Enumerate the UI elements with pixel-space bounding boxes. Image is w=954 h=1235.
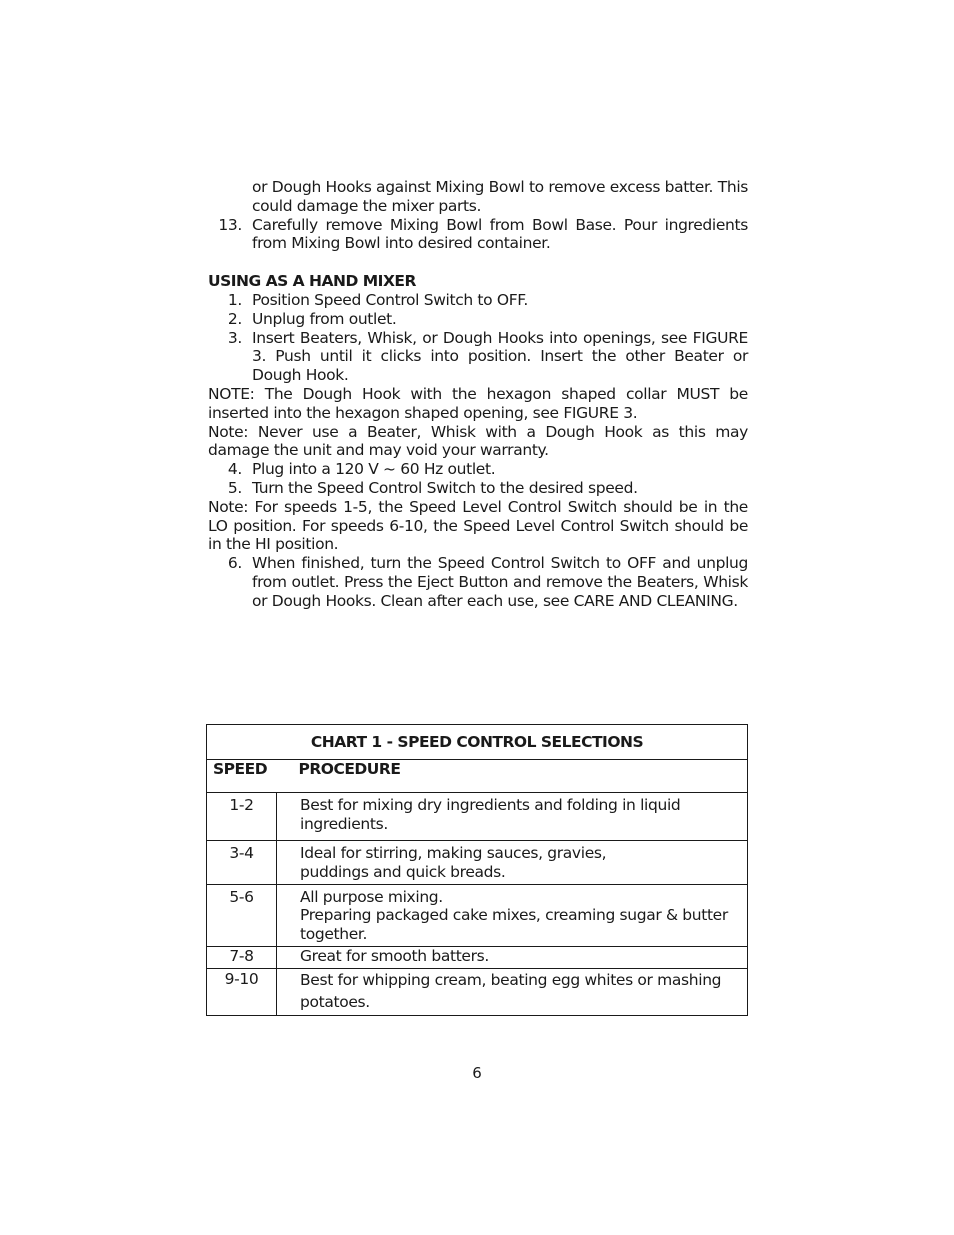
step-number: 3. <box>227 328 242 347</box>
step-text: Carefully remove Mixing Bowl from Bowl Base. Pour ingredients from Mixing Bowl into desired container. <box>252 215 748 253</box>
procedure-line: Ideal for stirring, making sauces, gravies, <box>300 844 607 862</box>
table-row <box>207 841 748 885</box>
step-text: When finished, turn the Speed Control Switch to OFF and unplug from outlet. Press the Eject Button and remove the Beaters, Whisk or Dough Hooks. Clean after each use, see CARE AND CLEANING. <box>252 554 748 610</box>
procedure-cell <box>277 793 748 841</box>
step-text: Turn the Speed Control Switch to the desired speed. <box>252 478 638 497</box>
procedure-line: Preparing packaged cake mixes, creaming sugar & butter <box>300 906 728 925</box>
procedure-cell <box>277 946 748 968</box>
column-header-procedure: PROCEDURE <box>277 760 748 793</box>
speed-cell <box>207 884 277 946</box>
speed-cell <box>207 946 277 968</box>
instructions-body <box>208 178 748 611</box>
hand-step-1 <box>208 291 748 310</box>
step-number: 13. <box>218 215 242 234</box>
note-hexagon-collar: NOTE: The Dough Hook with the hexagon shaped collar MUST be inserted into the hexagon shaped opening, see FIGURE 3. <box>208 384 748 422</box>
speed-value: 3-4 <box>229 844 254 862</box>
page-number: 6 <box>472 1064 482 1082</box>
procedure-line: ingredients. <box>300 814 388 833</box>
hand-step-2 <box>208 310 748 329</box>
table-header-row <box>207 760 748 793</box>
step-text: Position Speed Control Switch to OFF. <box>252 290 528 309</box>
procedure-line: All purpose mixing. <box>300 887 443 906</box>
speed-control-table <box>206 724 748 1016</box>
table-row <box>207 968 748 1015</box>
procedure-line: Best for mixing dry ingredients and folding in liquid <box>300 796 681 814</box>
table-row <box>207 793 748 841</box>
procedure-line: together. <box>300 925 368 944</box>
note-warranty: Note: Never use a Beater, Whisk with a Dough Hook as this may damage the unit and may void your warranty. <box>208 422 748 460</box>
table-row <box>207 946 748 968</box>
hand-step-3 <box>208 329 748 385</box>
step-number: 1. <box>227 290 242 309</box>
step-12-continuation: or Dough Hooks against Mixing Bowl to remove excess batter. This could damage the mixer parts. <box>252 178 748 215</box>
step-number: 6. <box>227 554 242 573</box>
procedure-line: potatoes. <box>300 992 370 1011</box>
procedure-cell <box>277 841 748 885</box>
table-title: CHART 1 - SPEED CONTROL SELECTIONS <box>207 725 748 760</box>
step-13 <box>208 216 748 254</box>
step-number: 2. <box>227 309 242 328</box>
procedure-line: Great for smooth batters. <box>300 946 489 965</box>
speed-value: 1-2 <box>229 796 254 814</box>
procedure-line: puddings and quick breads. <box>300 862 506 881</box>
hand-step-6 <box>208 554 748 610</box>
procedure-cell <box>277 884 748 946</box>
column-header-speed: SPEED <box>207 760 277 793</box>
step-number: 5. <box>227 478 242 497</box>
procedure-cell <box>277 968 748 1015</box>
speed-value: 7-8 <box>229 946 254 965</box>
hand-step-5 <box>208 479 748 498</box>
procedure-line: Best for whipping cream, beating egg whites or mashing <box>300 970 722 989</box>
section-heading: USING AS A HAND MIXER <box>208 272 416 291</box>
speed-value: 9-10 <box>224 969 259 988</box>
speed-cell <box>207 841 277 885</box>
speed-cell <box>207 968 277 1015</box>
note-speed-switch: Note: For speeds 1-5, the Speed Level Control Switch should be in the LO position. For speeds 6-10, the Speed Level Control Switch should be in the HI position. <box>208 497 748 554</box>
table-row <box>207 884 748 946</box>
hand-step-4 <box>208 460 748 479</box>
speed-cell <box>207 793 277 841</box>
step-text: Unplug from outlet. <box>252 309 397 328</box>
step-number: 4. <box>227 460 242 479</box>
step-text: Plug into a 120 V ~ 60 Hz outlet. <box>252 460 496 479</box>
speed-value: 5-6 <box>229 887 254 906</box>
step-text: Insert Beaters, Whisk, or Dough Hooks into openings, see FIGURE 3. Push until it clicks into position. Insert the other Beater or Dough Hook. <box>252 328 748 385</box>
